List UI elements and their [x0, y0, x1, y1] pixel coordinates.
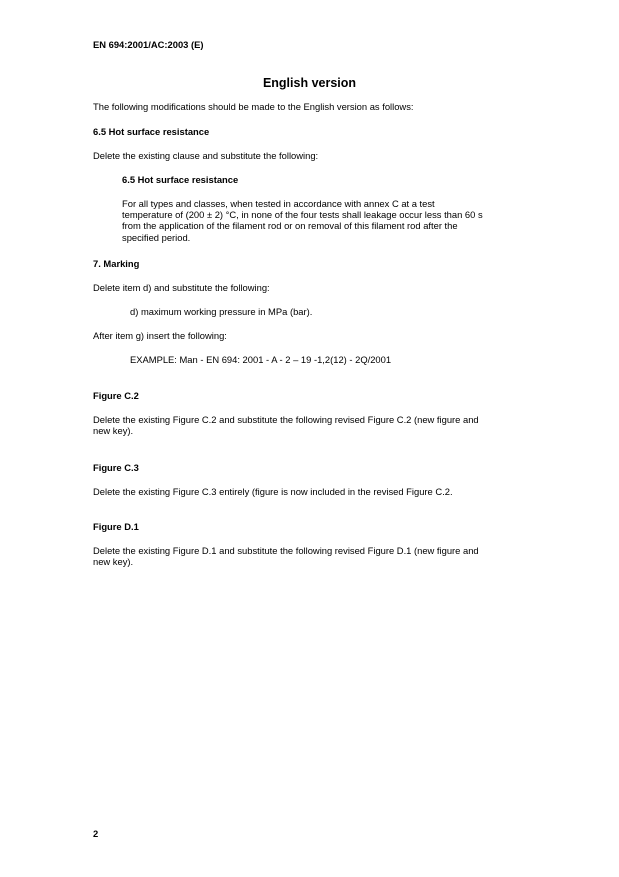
paragraph-line: from the application of the filament rod or on removal of this filament rod after the [122, 220, 458, 232]
after-item-g-text: After item g) insert the following: [93, 330, 227, 341]
section-6-5-subheading: 6.5 Hot surface resistance [122, 174, 239, 185]
page-number: 2 [93, 828, 99, 839]
text-line: Delete the existing Figure D.1 and substitute the following revised Figure D.1 (new figure and [93, 545, 479, 556]
document-reference: EN 694:2001/AC:2003 (E) [93, 39, 204, 50]
figure-d1-heading: Figure D.1 [93, 521, 139, 532]
text-line: Delete the existing Figure C.2 and substitute the following revised Figure C.2 (new figure and [93, 414, 479, 425]
paragraph-line: temperature of (200 ± 2) °C, in none of the four tests shall leakage occur less than 60 s [122, 209, 483, 221]
text-line: new key). [93, 425, 134, 437]
text-line: new key). [93, 556, 134, 568]
figure-c2-text [93, 414, 533, 437]
figure-c3-text: Delete the existing Figure C.3 entirely (figure is now included in the revised Figure C.2. [93, 486, 453, 497]
section-6-5-paragraph [122, 198, 522, 243]
item-d-text: d) maximum working pressure in MPa (bar). [130, 306, 313, 317]
paragraph-line: For all types and classes, when tested in accordance with annex C at a test [122, 198, 435, 209]
figure-c2-heading: Figure C.2 [93, 390, 139, 401]
intro-text: The following modifications should be made to the English version as follows: [93, 101, 414, 112]
section-7-instruction: Delete item d) and substitute the following: [93, 282, 270, 293]
page-title: English version [262, 76, 357, 90]
section-7-heading: 7. Marking [93, 258, 140, 269]
section-6-5-heading: 6.5 Hot surface resistance [93, 126, 210, 137]
marking-example: EXAMPLE: Man - EN 694: 2001 - A - 2 – 19 -1,2(12) - 2Q/2001 [130, 354, 392, 365]
section-6-5-instruction: Delete the existing clause and substitute the following: [93, 150, 319, 161]
figure-c3-heading: Figure C.3 [93, 462, 139, 473]
paragraph-line: specified period. [122, 231, 191, 243]
figure-d1-text [93, 545, 533, 568]
